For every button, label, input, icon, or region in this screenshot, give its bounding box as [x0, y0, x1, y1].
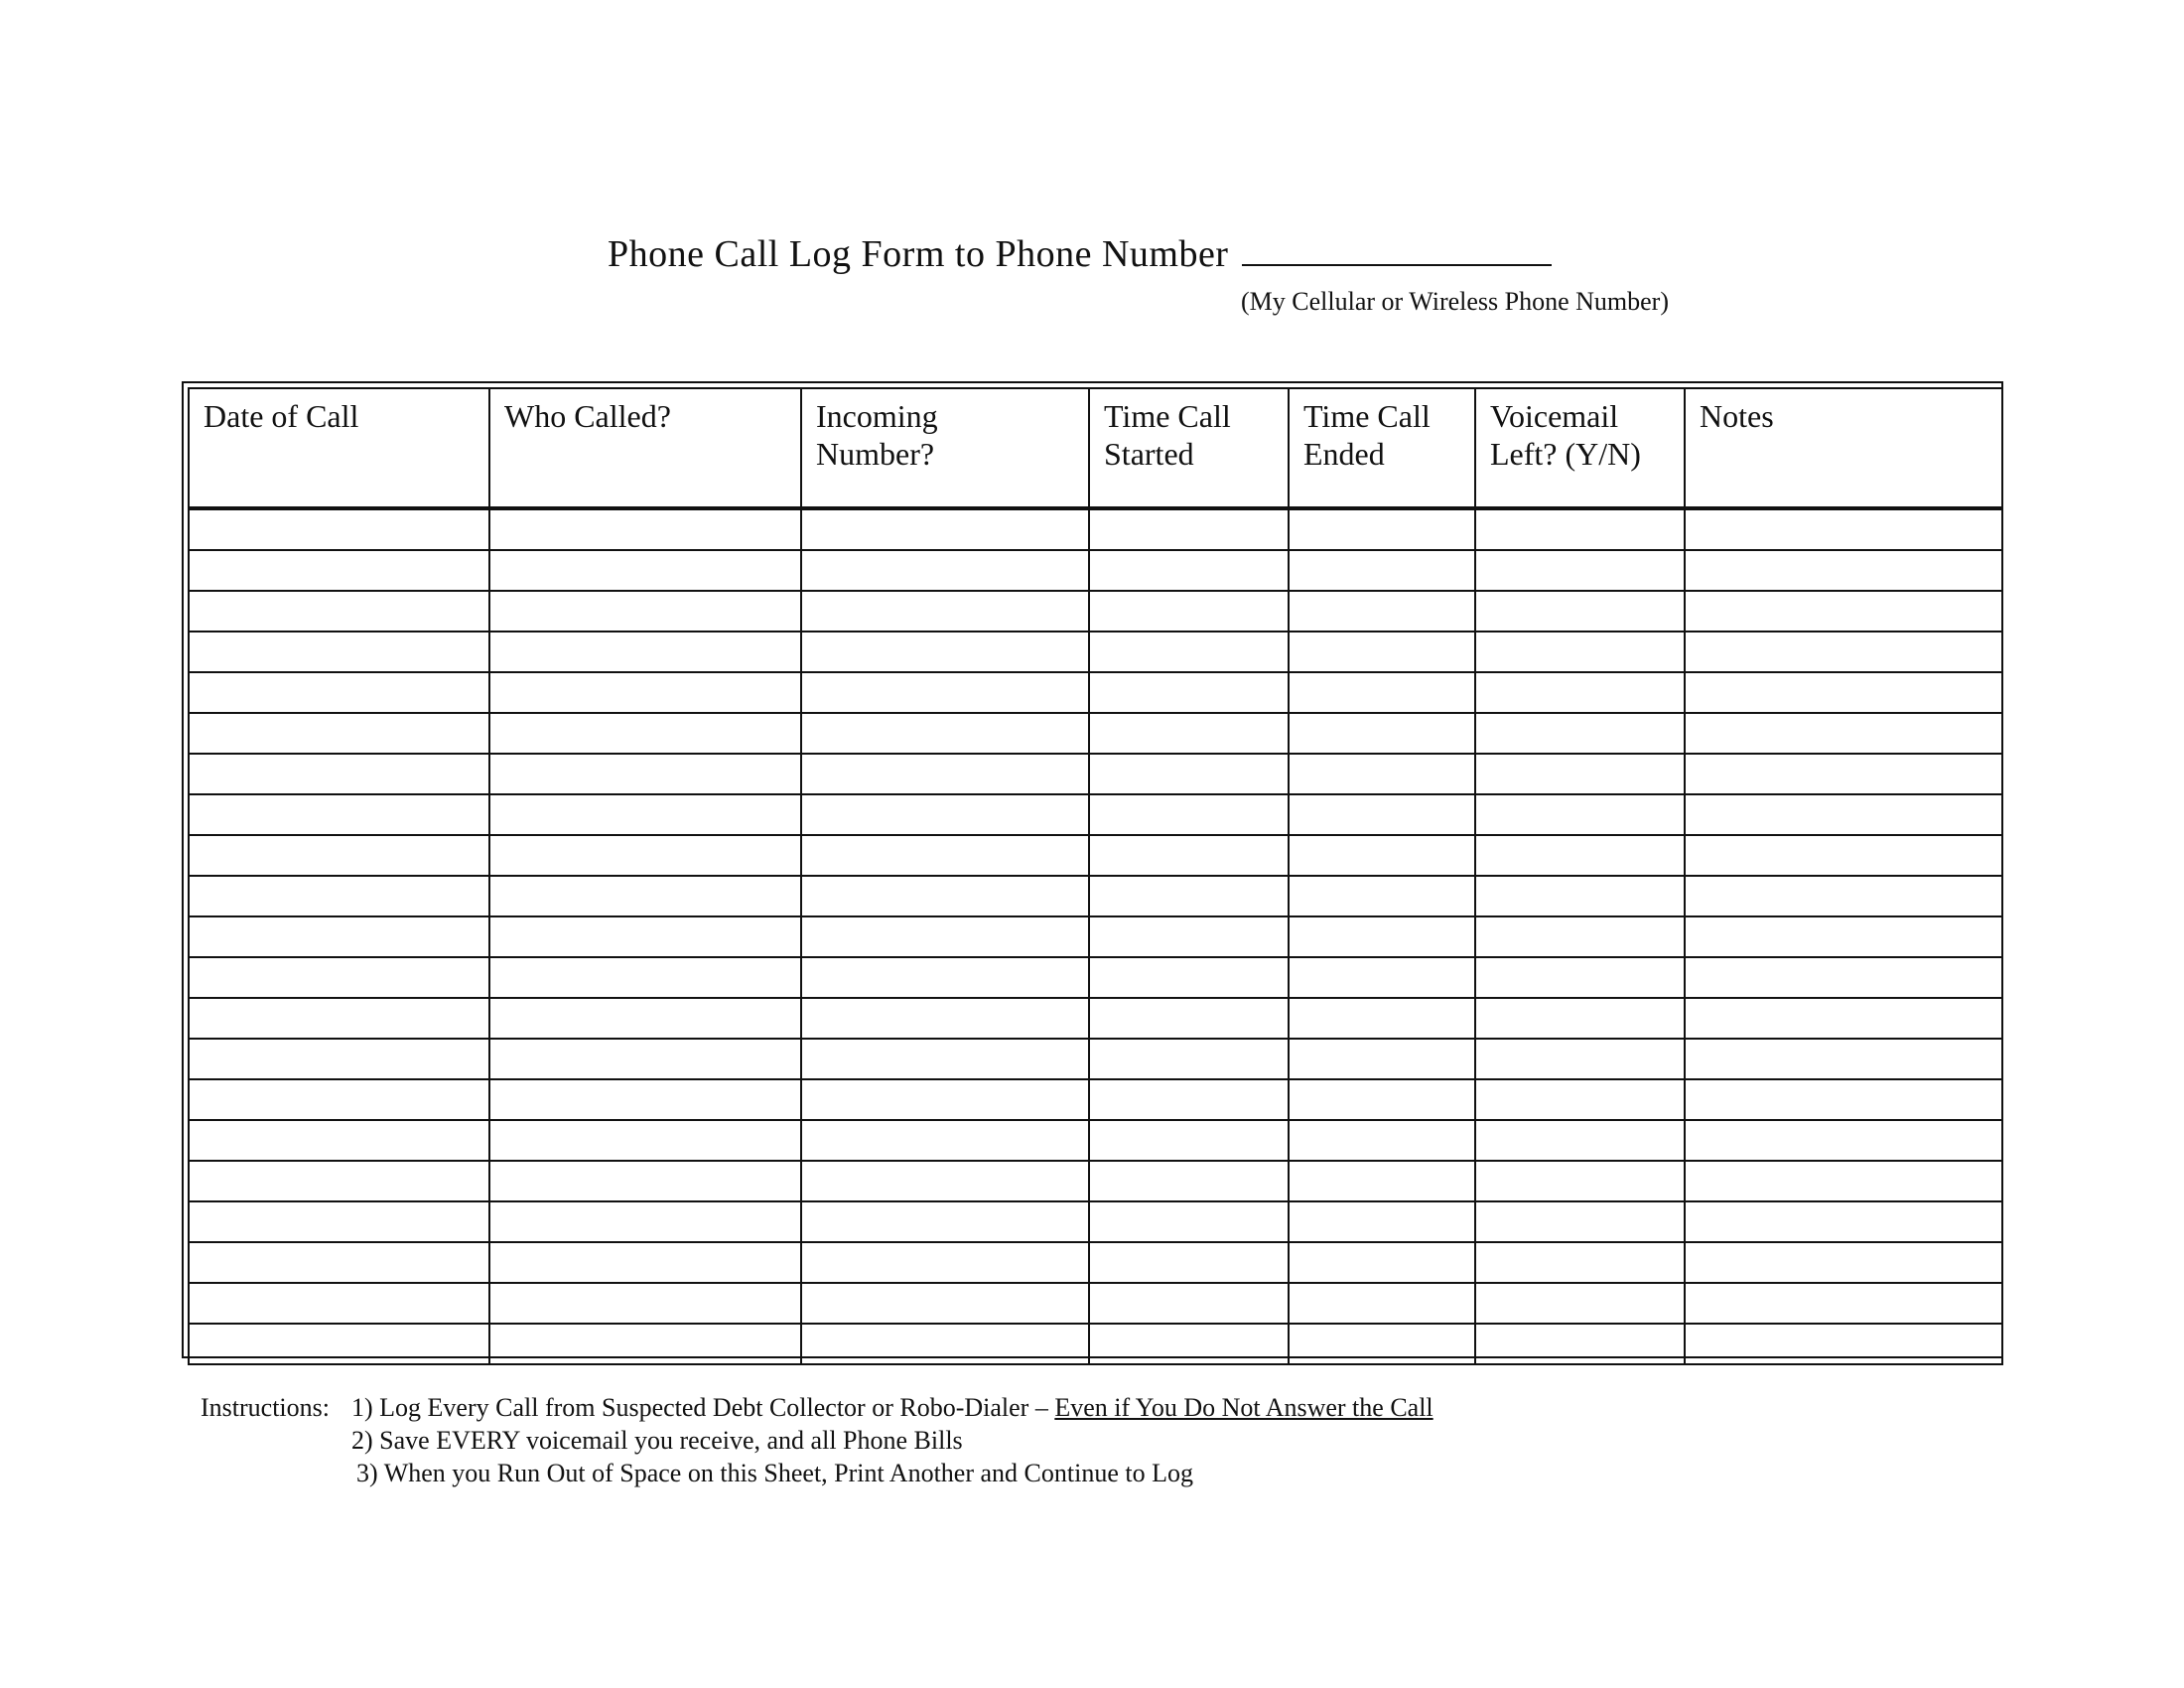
cell-who-called[interactable]: [489, 632, 801, 672]
cell-time-call-started[interactable]: [1089, 1201, 1289, 1242]
cell-voicemail-left[interactable]: [1475, 508, 1685, 550]
cell-incoming-number[interactable]: [801, 550, 1089, 591]
cell-notes[interactable]: [1685, 794, 2002, 835]
table-row: [189, 591, 2002, 632]
cell-notes[interactable]: [1685, 1242, 2002, 1283]
cell-time-call-started[interactable]: [1089, 754, 1289, 794]
table-row: [189, 1079, 2002, 1120]
column-header-notes: [1685, 388, 2002, 508]
cell-date-of-call[interactable]: [189, 1242, 489, 1283]
cell-time-call-ended[interactable]: [1289, 794, 1475, 835]
cell-voicemail-left[interactable]: [1475, 1201, 1685, 1242]
table-row: [189, 794, 2002, 835]
cell-incoming-number[interactable]: [801, 794, 1089, 835]
cell-date-of-call[interactable]: [189, 672, 489, 713]
column-header-line1: Time Call: [1303, 398, 1431, 434]
instruction-line-3: [201, 1457, 1433, 1489]
cell-voicemail-left[interactable]: [1475, 591, 1685, 632]
cell-date-of-call[interactable]: [189, 754, 489, 794]
call-log-body: [189, 508, 2002, 1364]
cell-who-called[interactable]: [489, 1324, 801, 1364]
cell-date-of-call[interactable]: [189, 1079, 489, 1120]
cell-voicemail-left[interactable]: [1475, 713, 1685, 754]
cell-voicemail-left[interactable]: [1475, 1161, 1685, 1201]
cell-who-called[interactable]: [489, 916, 801, 957]
call-log-table-frame: [182, 381, 2003, 1358]
cell-date-of-call[interactable]: [189, 508, 489, 550]
instruction-item-3: 3) When you Run Out of Space on this Sheet, Print Another and Continue to Log: [356, 1459, 1193, 1487]
cell-voicemail-left[interactable]: [1475, 1324, 1685, 1364]
cell-time-call-started[interactable]: [1089, 1039, 1289, 1079]
instructions-block: [201, 1391, 1433, 1489]
cell-incoming-number[interactable]: [801, 1079, 1089, 1120]
cell-who-called[interactable]: [489, 1242, 801, 1283]
cell-notes[interactable]: [1685, 835, 2002, 876]
column-header-line1: Who Called?: [504, 398, 671, 434]
cell-notes[interactable]: [1685, 591, 2002, 632]
cell-time-call-ended[interactable]: [1289, 1283, 1475, 1324]
table-row: [189, 1161, 2002, 1201]
column-header-time-call-started: [1089, 388, 1289, 508]
cell-time-call-ended[interactable]: [1289, 1079, 1475, 1120]
cell-who-called[interactable]: [489, 508, 801, 550]
cell-incoming-number[interactable]: [801, 1201, 1089, 1242]
cell-notes[interactable]: [1685, 1283, 2002, 1324]
cell-notes[interactable]: [1685, 998, 2002, 1039]
cell-notes[interactable]: [1685, 1039, 2002, 1079]
table-row: [189, 754, 2002, 794]
cell-notes[interactable]: [1685, 508, 2002, 550]
cell-who-called[interactable]: [489, 1039, 801, 1079]
cell-voicemail-left[interactable]: [1475, 835, 1685, 876]
cell-time-call-ended[interactable]: [1289, 1039, 1475, 1079]
column-header-time-call-ended: [1289, 388, 1475, 508]
table-row: [189, 1120, 2002, 1161]
form-subtitle: (My Cellular or Wireless Phone Number): [1241, 287, 1669, 316]
cell-who-called[interactable]: [489, 1120, 801, 1161]
cell-incoming-number[interactable]: [801, 713, 1089, 754]
cell-incoming-number[interactable]: [801, 1242, 1089, 1283]
cell-incoming-number[interactable]: [801, 1120, 1089, 1161]
instruction-line-1: [201, 1391, 1433, 1424]
cell-who-called[interactable]: [489, 876, 801, 916]
cell-time-call-started[interactable]: [1089, 1283, 1289, 1324]
cell-time-call-started[interactable]: [1089, 713, 1289, 754]
cell-incoming-number[interactable]: [801, 835, 1089, 876]
cell-date-of-call[interactable]: [189, 835, 489, 876]
cell-voicemail-left[interactable]: [1475, 916, 1685, 957]
table-row: [189, 1324, 2002, 1364]
cell-time-call-started[interactable]: [1089, 835, 1289, 876]
cell-voicemail-left[interactable]: [1475, 957, 1685, 998]
cell-date-of-call[interactable]: [189, 957, 489, 998]
phone-number-blank-field[interactable]: [1242, 234, 1552, 266]
cell-voicemail-left[interactable]: [1475, 1283, 1685, 1324]
cell-who-called[interactable]: [489, 794, 801, 835]
column-header-line1: Notes: [1700, 398, 1774, 434]
cell-notes[interactable]: [1685, 550, 2002, 591]
cell-voicemail-left[interactable]: [1475, 1079, 1685, 1120]
cell-date-of-call[interactable]: [189, 998, 489, 1039]
table-row: [189, 1283, 2002, 1324]
cell-time-call-ended[interactable]: [1289, 1201, 1475, 1242]
call-log-table: [188, 387, 2003, 1365]
cell-time-call-started[interactable]: [1089, 550, 1289, 591]
column-header-line2: Number?: [816, 436, 935, 472]
form-title-text: Phone Call Log Form to Phone Number: [608, 233, 1229, 275]
cell-voicemail-left[interactable]: [1475, 550, 1685, 591]
cell-date-of-call[interactable]: [189, 632, 489, 672]
cell-voicemail-left[interactable]: [1475, 672, 1685, 713]
cell-voicemail-left[interactable]: [1475, 1120, 1685, 1161]
cell-notes[interactable]: [1685, 713, 2002, 754]
column-header-line1: Voicemail: [1490, 398, 1619, 434]
cell-incoming-number[interactable]: [801, 1039, 1089, 1079]
cell-voicemail-left[interactable]: [1475, 794, 1685, 835]
column-header-line1: Incoming: [816, 398, 938, 434]
cell-incoming-number[interactable]: [801, 1161, 1089, 1201]
cell-incoming-number[interactable]: [801, 591, 1089, 632]
cell-voicemail-left[interactable]: [1475, 998, 1685, 1039]
cell-incoming-number[interactable]: [801, 1283, 1089, 1324]
cell-incoming-number[interactable]: [801, 754, 1089, 794]
cell-date-of-call[interactable]: [189, 1161, 489, 1201]
cell-time-call-started[interactable]: [1089, 632, 1289, 672]
cell-date-of-call[interactable]: [189, 1039, 489, 1079]
cell-who-called[interactable]: [489, 672, 801, 713]
cell-time-call-ended[interactable]: [1289, 632, 1475, 672]
form-title: [608, 232, 1552, 276]
cell-time-call-ended[interactable]: [1289, 550, 1475, 591]
cell-time-call-started[interactable]: [1089, 916, 1289, 957]
cell-date-of-call[interactable]: [189, 1283, 489, 1324]
cell-time-call-ended[interactable]: [1289, 591, 1475, 632]
cell-time-call-ended[interactable]: [1289, 835, 1475, 876]
cell-time-call-started[interactable]: [1089, 1161, 1289, 1201]
cell-notes[interactable]: [1685, 1120, 2002, 1161]
cell-incoming-number[interactable]: [801, 876, 1089, 916]
cell-time-call-started[interactable]: [1089, 998, 1289, 1039]
column-header-incoming-number: [801, 388, 1089, 508]
table-row: [189, 916, 2002, 957]
cell-notes[interactable]: [1685, 957, 2002, 998]
cell-time-call-started[interactable]: [1089, 1242, 1289, 1283]
cell-who-called[interactable]: [489, 1283, 801, 1324]
cell-time-call-ended[interactable]: [1289, 876, 1475, 916]
cell-notes[interactable]: [1685, 1079, 2002, 1120]
cell-who-called[interactable]: [489, 998, 801, 1039]
cell-notes[interactable]: [1685, 754, 2002, 794]
instruction-item-1-emphasis: Even if You Do Not Answer the Call: [1054, 1393, 1433, 1422]
cell-who-called[interactable]: [489, 957, 801, 998]
cell-notes[interactable]: [1685, 876, 2002, 916]
cell-voicemail-left[interactable]: [1475, 876, 1685, 916]
cell-who-called[interactable]: [489, 754, 801, 794]
column-header-date-of-call: [189, 388, 489, 508]
cell-notes[interactable]: [1685, 632, 2002, 672]
cell-voicemail-left[interactable]: [1475, 632, 1685, 672]
cell-time-call-started[interactable]: [1089, 672, 1289, 713]
cell-time-call-ended[interactable]: [1289, 713, 1475, 754]
cell-date-of-call[interactable]: [189, 876, 489, 916]
cell-time-call-ended[interactable]: [1289, 998, 1475, 1039]
cell-date-of-call[interactable]: [189, 1120, 489, 1161]
cell-time-call-ended[interactable]: [1289, 754, 1475, 794]
cell-incoming-number[interactable]: [801, 632, 1089, 672]
table-row: [189, 957, 2002, 998]
instruction-item-2: 2) Save EVERY voicemail you receive, and all Phone Bills: [351, 1426, 963, 1455]
instruction-item-1: 1) Log Every Call from Suspected Debt Collector or Robo-Dialer –: [351, 1393, 1048, 1422]
cell-who-called[interactable]: [489, 1201, 801, 1242]
cell-date-of-call[interactable]: [189, 550, 489, 591]
cell-who-called[interactable]: [489, 591, 801, 632]
cell-incoming-number[interactable]: [801, 957, 1089, 998]
cell-date-of-call[interactable]: [189, 713, 489, 754]
column-header-who-called: [489, 388, 801, 508]
cell-time-call-ended[interactable]: [1289, 1242, 1475, 1283]
cell-notes[interactable]: [1685, 916, 2002, 957]
table-header-row: [189, 388, 2002, 508]
cell-time-call-ended[interactable]: [1289, 1161, 1475, 1201]
cell-time-call-ended[interactable]: [1289, 1324, 1475, 1364]
column-header-line2: Left? (Y/N): [1490, 436, 1641, 472]
cell-incoming-number[interactable]: [801, 508, 1089, 550]
cell-time-call-started[interactable]: [1089, 957, 1289, 998]
table-row: [189, 550, 2002, 591]
cell-time-call-ended[interactable]: [1289, 672, 1475, 713]
table-row: [189, 1201, 2002, 1242]
cell-voicemail-left[interactable]: [1475, 1242, 1685, 1283]
cell-voicemail-left[interactable]: [1475, 754, 1685, 794]
cell-time-call-started[interactable]: [1089, 1120, 1289, 1161]
table-row: [189, 672, 2002, 713]
table-row: [189, 998, 2002, 1039]
cell-notes[interactable]: [1685, 1161, 2002, 1201]
table-row: [189, 713, 2002, 754]
cell-who-called[interactable]: [489, 550, 801, 591]
column-header-line1: Time Call: [1104, 398, 1231, 434]
cell-incoming-number[interactable]: [801, 672, 1089, 713]
table-row: [189, 508, 2002, 550]
cell-time-call-started[interactable]: [1089, 508, 1289, 550]
cell-notes[interactable]: [1685, 1324, 2002, 1364]
cell-time-call-started[interactable]: [1089, 794, 1289, 835]
instructions-label: Instructions:: [201, 1393, 330, 1422]
cell-date-of-call[interactable]: [189, 1324, 489, 1364]
cell-time-call-started[interactable]: [1089, 1324, 1289, 1364]
cell-who-called[interactable]: [489, 1161, 801, 1201]
cell-notes[interactable]: [1685, 672, 2002, 713]
cell-time-call-ended[interactable]: [1289, 916, 1475, 957]
cell-incoming-number[interactable]: [801, 1324, 1089, 1364]
cell-notes[interactable]: [1685, 1201, 2002, 1242]
cell-voicemail-left[interactable]: [1475, 1039, 1685, 1079]
cell-date-of-call[interactable]: [189, 794, 489, 835]
cell-date-of-call[interactable]: [189, 591, 489, 632]
cell-time-call-started[interactable]: [1089, 1079, 1289, 1120]
cell-time-call-ended[interactable]: [1289, 957, 1475, 998]
column-header-line2: Ended: [1303, 436, 1385, 472]
table-row: [189, 1039, 2002, 1079]
column-header-line2: Started: [1104, 436, 1194, 472]
table-row: [189, 632, 2002, 672]
cell-date-of-call[interactable]: [189, 916, 489, 957]
column-header-line1: Date of Call: [204, 398, 359, 434]
cell-time-call-started[interactable]: [1089, 591, 1289, 632]
instruction-line-2: [201, 1424, 1433, 1457]
cell-time-call-started[interactable]: [1089, 876, 1289, 916]
cell-date-of-call[interactable]: [189, 1201, 489, 1242]
cell-who-called[interactable]: [489, 835, 801, 876]
column-header-voicemail-left: [1475, 388, 1685, 508]
cell-time-call-ended[interactable]: [1289, 508, 1475, 550]
table-row: [189, 1242, 2002, 1283]
cell-who-called[interactable]: [489, 713, 801, 754]
table-row: [189, 835, 2002, 876]
cell-incoming-number[interactable]: [801, 998, 1089, 1039]
table-row: [189, 876, 2002, 916]
cell-time-call-ended[interactable]: [1289, 1120, 1475, 1161]
cell-incoming-number[interactable]: [801, 916, 1089, 957]
cell-who-called[interactable]: [489, 1079, 801, 1120]
